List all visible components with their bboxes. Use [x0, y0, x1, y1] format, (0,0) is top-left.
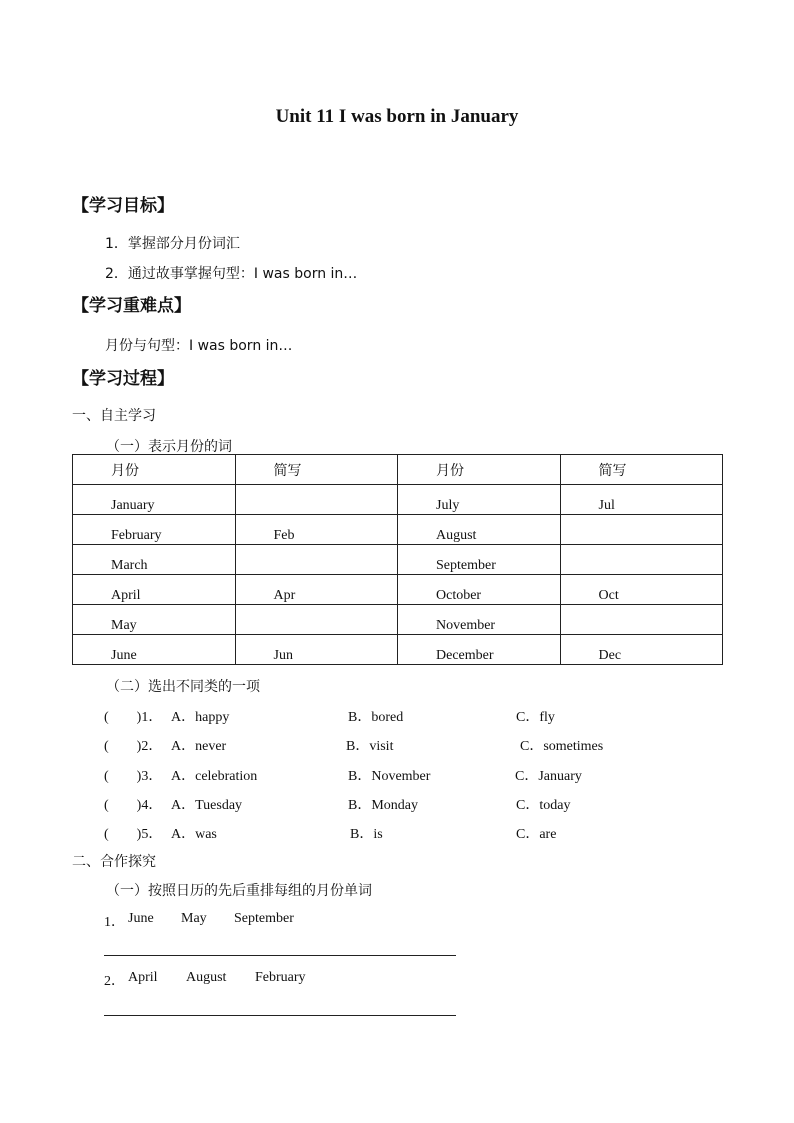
group-word: August — [186, 970, 227, 985]
part2-sub1: （一）按照日历的先后重排每组的月份单词 — [106, 883, 372, 899]
table-cell: March — [73, 545, 236, 575]
part2-heading: 二、合作探究 — [72, 854, 156, 870]
table-cell: Jun — [235, 635, 398, 665]
table-cell: Jul — [560, 485, 723, 515]
table-row — [73, 485, 723, 515]
table-header-cell: 月份 — [398, 455, 561, 485]
option-a: A．happy — [171, 710, 230, 725]
table-row — [73, 635, 723, 665]
months-table — [72, 454, 723, 665]
table-cell: February — [73, 515, 236, 545]
table-cell: October — [398, 575, 561, 605]
table-cell: July — [398, 485, 561, 515]
table-cell: September — [398, 545, 561, 575]
part1-heading: 一、自主学习 — [72, 408, 156, 424]
table-cell — [560, 515, 723, 545]
table-row — [73, 515, 723, 545]
table-cell: December — [398, 635, 561, 665]
option-c: C．fly — [516, 710, 555, 725]
table-header-cell: 简写 — [235, 455, 398, 485]
option-b: B．November — [348, 769, 431, 784]
table-cell: May — [73, 605, 236, 635]
question-number: ( )2． — [104, 739, 163, 754]
key-points-text: 月份与句型：I was born in… — [105, 338, 293, 354]
table-cell: Dec — [560, 635, 723, 665]
table-cell — [560, 605, 723, 635]
goal-item-2: 2．通过故事掌握句型：I was born in… — [105, 266, 358, 282]
table-cell: April — [73, 575, 236, 605]
table-cell — [235, 605, 398, 635]
table-cell — [235, 545, 398, 575]
option-b: B．bored — [348, 710, 404, 725]
table-cell: August — [398, 515, 561, 545]
table-cell — [235, 485, 398, 515]
question-number: ( )5． — [104, 827, 163, 842]
group-word: February — [255, 970, 306, 985]
answer-line[interactable] — [104, 1015, 456, 1016]
table-cell: Apr — [235, 575, 398, 605]
group-word: June — [128, 911, 154, 926]
option-a: A．was — [171, 827, 217, 842]
table-header-cell: 简写 — [560, 455, 723, 485]
table-row — [73, 605, 723, 635]
answer-line[interactable] — [104, 955, 456, 956]
table-row — [73, 545, 723, 575]
goal-item-1: 1．掌握部分月份词汇 — [105, 236, 240, 252]
option-c: C．today — [516, 798, 571, 813]
option-b: B．is — [350, 827, 383, 842]
table-row — [73, 575, 723, 605]
option-b: B．Monday — [348, 798, 418, 813]
question-number: ( )4． — [104, 798, 163, 813]
table-cell: November — [398, 605, 561, 635]
option-c: C．are — [516, 827, 557, 842]
table-header-cell: 月份 — [73, 455, 236, 485]
option-a: A．celebration — [171, 769, 258, 784]
group-word: May — [181, 911, 207, 926]
page-title: Unit 11 I was born in January — [275, 106, 519, 127]
table-cell: Oct — [560, 575, 723, 605]
table-cell — [560, 545, 723, 575]
option-b: B．visit — [346, 739, 394, 754]
option-c: C．sometimes — [520, 739, 604, 754]
question-number: ( )3． — [104, 769, 163, 784]
goals-heading: 【学习目标】 — [72, 196, 174, 216]
option-a: A．Tuesday — [171, 798, 243, 813]
part1-sub2: （二）选出不同类的一项 — [106, 679, 260, 695]
part1-sub1: （一）表示月份的词 — [106, 439, 232, 455]
option-c: C．January — [515, 769, 582, 784]
process-heading: 【学习过程】 — [72, 369, 174, 389]
key-points-heading: 【学习重难点】 — [72, 296, 191, 316]
table-cell: January — [73, 485, 236, 515]
group-word: April — [128, 970, 158, 985]
group-number: 2． — [104, 974, 125, 989]
table-header-row — [73, 455, 723, 485]
group-word: September — [234, 911, 294, 926]
question-number: ( )1． — [104, 710, 163, 725]
table-cell: June — [73, 635, 236, 665]
option-a: A．never — [171, 739, 227, 754]
table-cell: Feb — [235, 515, 398, 545]
group-number: 1． — [104, 915, 125, 930]
